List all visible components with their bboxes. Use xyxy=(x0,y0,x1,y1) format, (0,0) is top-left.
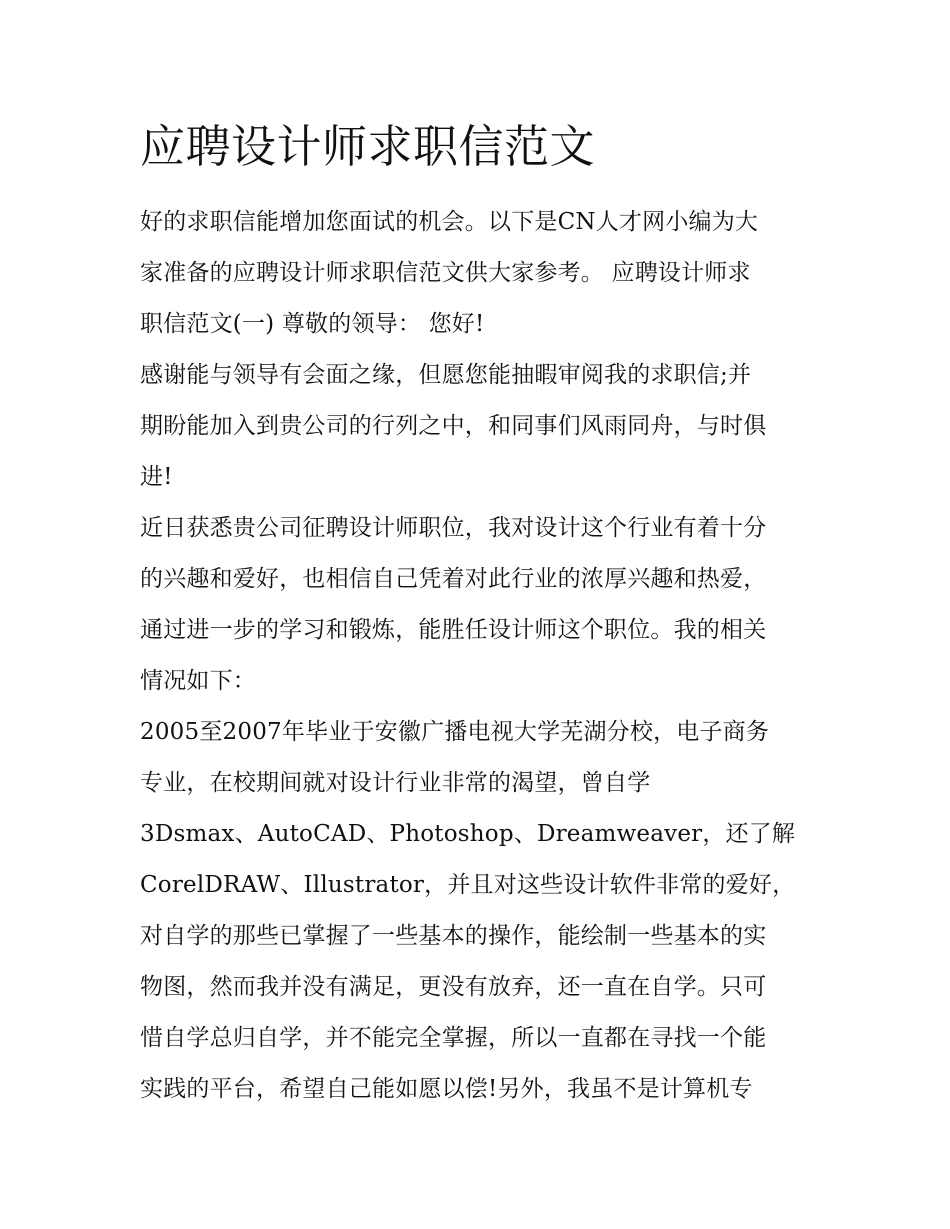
body-line: 2005至2007年毕业于安徽广播电视大学芜湖分校，电子商务 xyxy=(140,719,770,745)
body-line: 3Dsmax、AutoCAD、Photoshop、Dreamweaver，还了解 xyxy=(140,821,796,847)
body-line: 职信范文(一) 尊敬的领导： 您好! xyxy=(140,311,485,337)
body-line: 实践的平台，希望自己能如愿以偿!另外，我虽不是计算机专 xyxy=(140,1076,753,1102)
body-line: 惜自学总归自学，并不能完全掌握，所以一直都在寻找一个能 xyxy=(140,1025,767,1051)
body-line: 的兴趣和爱好，也相信自己凭着对此行业的浓厚兴趣和热爱， xyxy=(140,566,767,592)
body-line: 进! xyxy=(140,464,173,490)
document-title: 应聘设计师求职信范文 xyxy=(140,120,596,173)
body-line: 感谢能与领导有会面之缘，但愿您能抽暇审阅我的求职信;并 xyxy=(140,362,752,388)
body-line: CorelDRAW、Illustrator，并且对这些设计软件非常的爱好， xyxy=(140,872,796,898)
body-line: 通过进一步的学习和锻炼，能胜任设计师这个职位。我的相关 xyxy=(140,617,767,643)
body-line: 家准备的应聘设计师求职信范文供大家参考。 应聘设计师求 xyxy=(140,260,751,286)
body-line: 专业，在校期间就对设计行业非常的渴望，曾自学 xyxy=(140,770,651,796)
body-line: 物图，然而我并没有满足，更没有放弃，还一直在自学。只可 xyxy=(140,974,767,1000)
body-line: 对自学的那些已掌握了一些基本的操作，能绘制一些基本的实 xyxy=(140,923,767,949)
body-line: 好的求职信能增加您面试的机会。以下是CN人才网小编为大 xyxy=(140,209,759,235)
body-line: 情况如下： xyxy=(140,668,256,694)
body-line: 期盼能加入到贵公司的行列之中，和同事们风雨同舟，与时俱 xyxy=(140,413,767,439)
body-line: 近日获悉贵公司征聘设计师职位，我对设计这个行业有着十分 xyxy=(140,515,767,541)
